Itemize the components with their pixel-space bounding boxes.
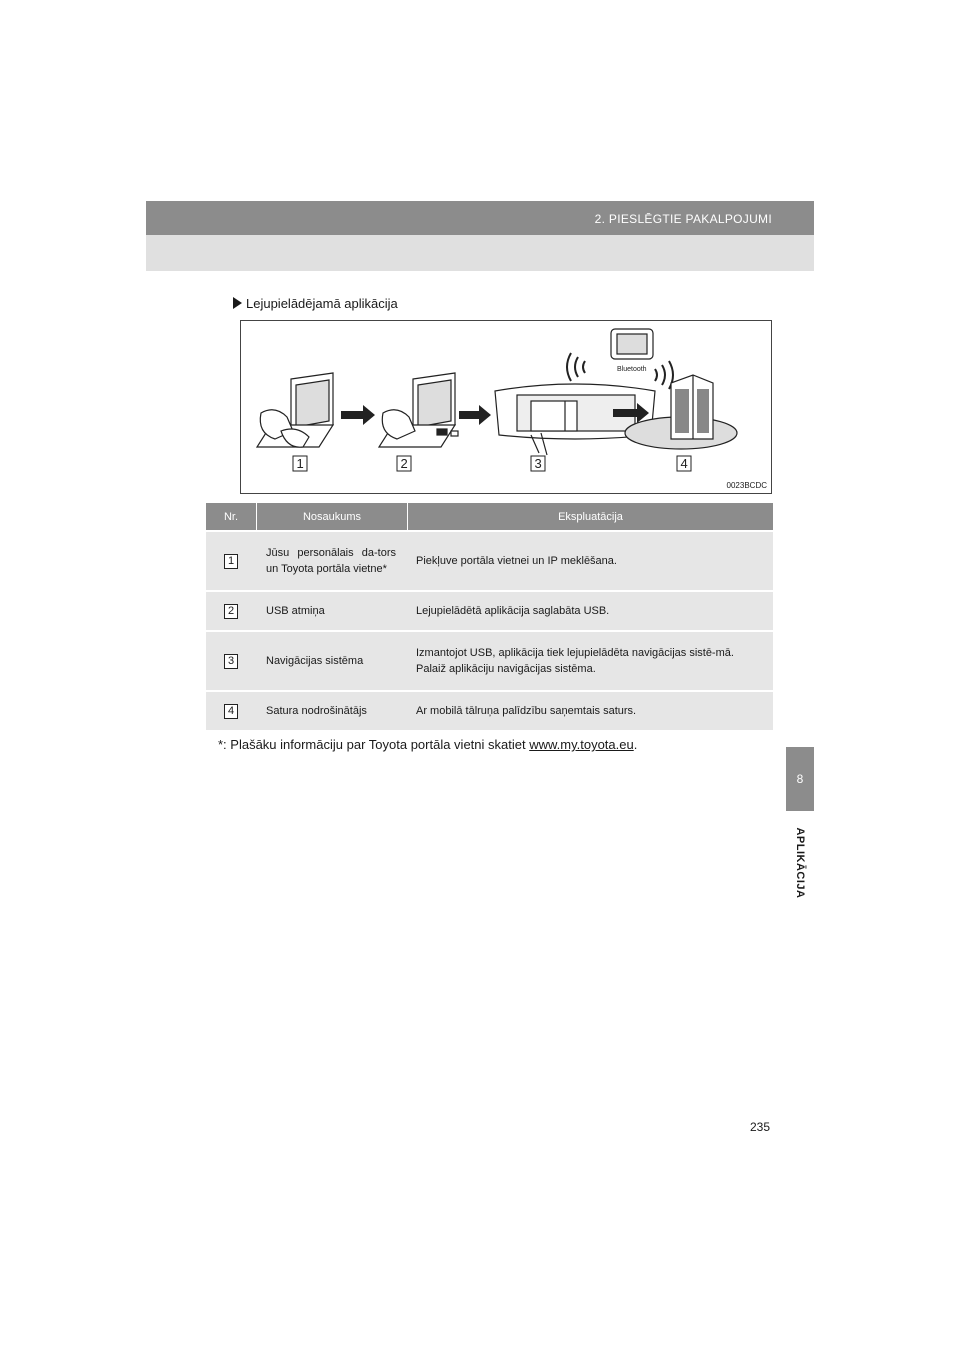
header-no: Nr. — [206, 503, 257, 530]
row-number: 1 — [224, 554, 238, 569]
laptop-usb-icon — [379, 373, 458, 447]
header-band — [146, 235, 814, 271]
row-name: Satura nodrošinātājs — [266, 705, 367, 717]
header-operation: Ekspluatācija — [558, 510, 623, 523]
table-header — [206, 503, 773, 530]
table-row — [206, 690, 773, 730]
figure-code: 0023BCDC — [726, 481, 767, 490]
footnote: *: Plašāku informāciju par Toyota portāla vietni skatiet www.my.toyota.eu. — [218, 737, 638, 752]
row-operation: Ar mobilā tālruņa palīdzību saņemtais saturs. — [416, 705, 637, 717]
table-row — [206, 630, 773, 690]
components-table — [206, 503, 773, 730]
triangle-bullet-icon — [233, 297, 242, 309]
arrow-right-icon — [459, 405, 491, 425]
chapter-header-bar — [146, 201, 814, 235]
smartphone-icon — [567, 329, 673, 389]
step-label-4: 4 — [680, 456, 688, 471]
arrow-right-icon — [341, 405, 375, 425]
illustration-figure — [240, 320, 772, 494]
row-name: Jūsu personālais da-tors un Toyota portāla vietne* — [266, 547, 396, 575]
chapter-side-label: APLIKĀCIJA — [794, 827, 806, 899]
laptop-icon — [257, 373, 333, 447]
step-label-3: 3 — [534, 456, 542, 471]
row-name: USB atmiņa — [266, 605, 325, 617]
step-label-1: 1 — [296, 456, 304, 471]
step-label-2: 2 — [400, 456, 408, 471]
chapter-title: 2. PIESLĒGTIE PAKALPOJUMI — [594, 212, 772, 226]
row-number: 2 — [224, 604, 238, 619]
row-number: 4 — [224, 704, 238, 719]
row-operation: Piekļuve portāla vietnei un IP meklēšana. — [416, 555, 617, 567]
bluetooth-label: Bluetooth — [617, 366, 647, 373]
toyota-portal-link[interactable]: www.my.toyota.eu — [529, 737, 634, 752]
section-title: Lejupielādējamā aplikācija — [233, 296, 398, 311]
row-name: Navigācijas sistēma — [266, 655, 364, 667]
row-operation: Izmantojot USB, aplikācija tiek lejupielādēta navigācijas sistē-mā. Palaiž aplikāciju navigācijas sistēma. — [416, 647, 734, 675]
navigation-unit-icon — [495, 384, 655, 455]
table-row — [206, 530, 773, 590]
page-number: 235 — [750, 1120, 771, 1134]
chapter-tab: 8 — [786, 747, 814, 811]
process-illustration — [241, 321, 771, 493]
row-number: 3 — [224, 654, 238, 669]
row-operation: Lejupielādētā aplikācija saglabāta USB. — [416, 605, 610, 617]
header-name: Nosaukums — [257, 503, 408, 530]
table-row — [206, 590, 773, 630]
